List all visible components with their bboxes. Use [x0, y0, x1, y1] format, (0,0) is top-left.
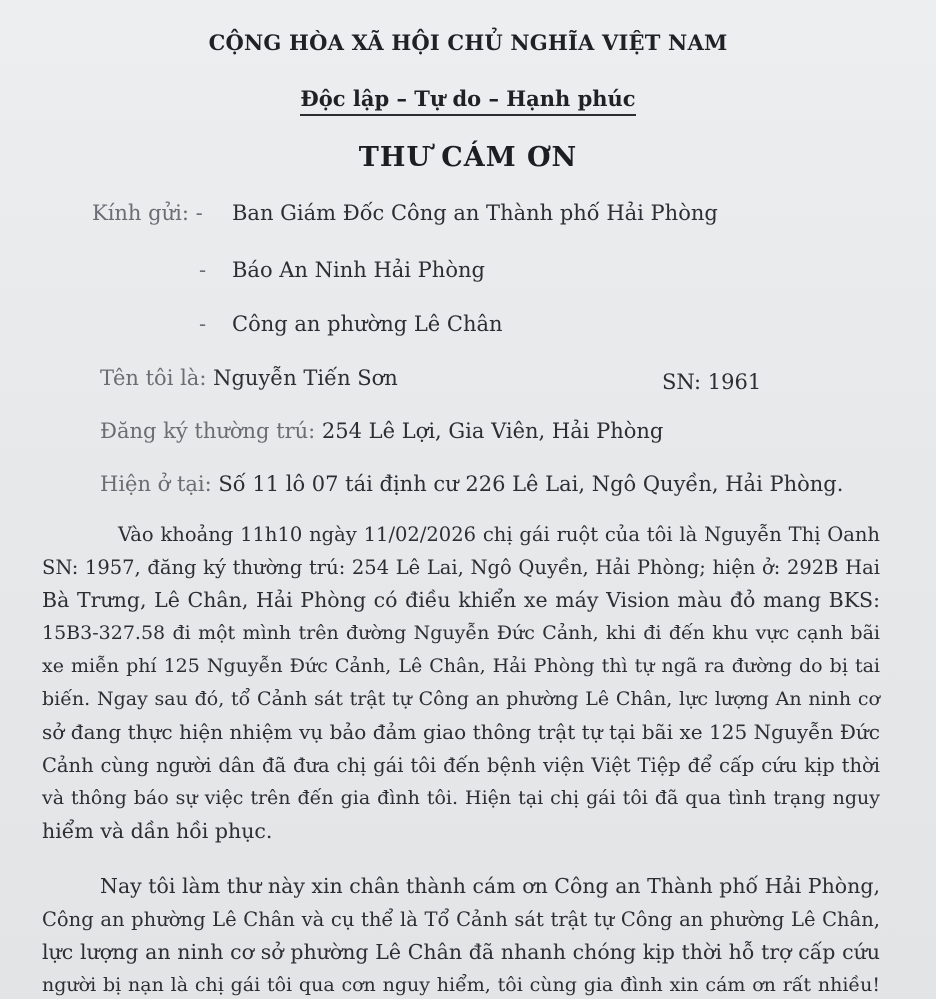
letter-title: THƯ CÁM ƠN: [358, 142, 578, 173]
paragraph-line: sở đang thực hiện nhiệm vụ bảo đảm giao thông trật tự tại bãi xe 125 Nguyễn Đức: [42, 720, 880, 744]
paragraph-line: hiểm và dần hồi phục.: [42, 819, 273, 843]
sender-residence-label: Đăng ký thường trú:: [100, 419, 316, 443]
paragraph-line: lực lượng an ninh cơ sở phường Lê Chân đã nhanh chóng kịp thời hỗ trợ cấp cứu: [42, 940, 880, 964]
sender-current: Số 11 lô 07 tái định cư 226 Lê Lai, Ngô Quyền, Hải Phòng.: [218, 472, 844, 496]
body-paragraph-2: [42, 870, 880, 999]
paragraph-line: SN: 1957, đăng ký thường trú: 254 Lê Lai, Ngô Quyền, Hải Phòng; hiện ở: 292B Hai: [42, 556, 880, 579]
paragraph-line: 15B3-327.58 đi một mình trên đường Nguyễn Đức Cảnh, khi đi đến khu vực cạnh bãi: [42, 622, 880, 644]
motto-text: Độc lập – Tự do – Hạnh phúc: [300, 86, 635, 116]
body-paragraph-1: [42, 518, 880, 848]
national-title: CỘNG HÒA XÃ HỘI CHỦ NGHĨA VIỆT NAM: [208, 30, 728, 55]
paragraph-line: Nay tôi làm thư này xin chân thành cám ơn Công an Thành phố Hải Phòng,: [100, 874, 880, 898]
recipient-dash-3: -: [199, 312, 207, 336]
sender-current-label: Hiện ở tại:: [100, 472, 212, 496]
sender-birth-label: SN:: [662, 370, 702, 394]
paragraph-line: biến. Ngay sau đó, tổ Cảnh sát trật tự Công an phường Lê Chân, lực lượng An ninh cơ: [42, 688, 880, 710]
sender-residence: 254 Lê Lợi, Gia Viên, Hải Phòng: [321, 419, 664, 443]
paragraph-line: xe miễn phí 125 Nguyễn Đức Cảnh, Lê Chân, Hải Phòng thì tự ngã ra đường do bị tai: [42, 655, 880, 677]
sender-residence-line: [100, 419, 663, 443]
recipient-3: Công an phường Lê Chân: [232, 312, 503, 336]
recipient-dash-2: -: [199, 258, 207, 282]
sender-name-line: [100, 366, 398, 390]
paragraph-line: người bị nạn là chị gái tôi qua cơn nguy hiểm, tôi cùng gia đình xin cám ơn rất nhiều!: [42, 974, 880, 996]
paragraph-line: Công an phường Lê Chân và cụ thể là Tổ Cảnh sát trật tự Công an phường Lê Chân,: [42, 908, 880, 931]
recipient-2: Báo An Ninh Hải Phòng: [232, 258, 485, 282]
sender-birth-line: [662, 370, 761, 394]
paragraph-line: Cảnh cùng người dân đã đưa chị gái tôi đến bệnh viện Việt Tiệp để cấp cứu kịp thời: [42, 754, 880, 777]
national-motto: [0, 86, 936, 116]
recipient-1: Ban Giám Đốc Công an Thành phố Hải Phòng: [232, 201, 718, 225]
sender-name-label: Tên tôi là:: [100, 366, 207, 390]
paragraph-line: Bà Trưng, Lê Chân, Hải Phòng có điều khiển xe máy Vision màu đỏ mang BKS:: [42, 588, 880, 612]
sender-name: Nguyễn Tiến Sơn: [213, 366, 398, 390]
sender-birth-year: 1961: [707, 370, 762, 394]
paragraph-line: Vào khoảng 11h10 ngày 11/02/2026 chị gái ruột của tôi là Nguyễn Thị Oanh: [118, 523, 880, 546]
paragraph-line: và thông báo sự việc trên đến gia đình tôi. Hiện tại chị gái tôi đã qua tình trạng nguy: [42, 787, 880, 809]
recipient-label: Kính gửi: -: [92, 201, 203, 225]
sender-current-line: [100, 472, 843, 496]
